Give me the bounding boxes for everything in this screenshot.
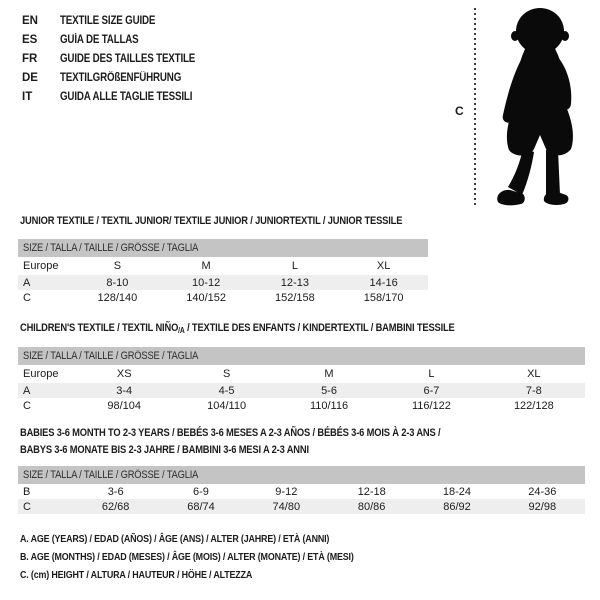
table-row-c [18,499,585,514]
cell-value: 116/122 [411,399,451,412]
row-label: C [23,399,31,412]
table-header-row [18,257,428,275]
language-code: ES [22,33,38,46]
row-label: A [23,276,31,289]
row-label: C [23,500,31,513]
cell-value: 12-13 [280,276,309,289]
cell-value: 110/116 [309,399,349,412]
language-code: IT [22,90,33,103]
cell-value: 122/128 [513,399,554,412]
cell-value: 152/158 [274,291,315,304]
height-measure-label: C [455,104,464,118]
babies-section-title: BABIES 3-6 MONTH TO 2-3 YEARS / BEBÉS 3-6 MESES A 2-3 AÑOS / BÉBÉS 3-6 MOIS À 2-3 ANS / BABYS 3-6 MONATE BIS 2-3 JAHRE / BAMBINI 3-6 MESI A 2-3 ANNI [20,427,441,456]
height-measure-line [474,8,476,208]
cell-value: 62/68 [101,500,130,513]
col-size: XL [376,260,391,272]
junior-section-title: JUNIOR TEXTILE / TEXTIL JUNIOR/ TEXTILE JUNIOR / JUNIORTEXTIL / JUNIOR TESSILE [20,215,403,227]
cell-value: 14-16 [369,276,398,289]
note-c: C. (cm) HEIGHT / ALTURA / HAUTEUR / HÖHE / ALTEZZA [20,569,253,581]
note-a: A. AGE (YEARS) / EDAD (AÑOS) / ÂGE (ANS) / ALTER (JAHRE) / ETÀ (ANNI) [20,533,330,545]
cell-value: 8-10 [106,276,129,289]
table-row-c [18,398,585,413]
region-label: Europe [23,368,59,380]
language-row-it [22,87,219,106]
col-size: L [428,368,435,380]
cell-value: 7-8 [525,384,542,397]
language-row-en [22,11,219,30]
children-size-table [18,347,585,413]
cell-value: 3-6 [107,485,124,498]
cell-value: 12-18 [357,485,386,498]
cell-value: 104/110 [207,399,247,412]
cell-value: 24-36 [528,485,557,498]
language-title: TEXTILE SIZE GUIDE [60,14,156,27]
cell-value: 6-7 [423,384,440,397]
cell-value: 86/92 [443,500,471,513]
cell-value: 18-24 [442,485,472,498]
junior-size-table [18,239,428,305]
row-label: C [23,291,31,304]
language-title: GUÍA DE TALLAS [60,33,139,46]
cell-value: 140/152 [186,291,226,304]
col-size: XL [527,368,541,380]
cell-value: 68/74 [187,500,215,513]
size-band: SIZE / TALLA / TAILLE / GRÖSSE / TAGLIA [18,466,585,484]
size-band: SIZE / TALLA / TAILLE / GRÖSSE / TAGLIA [18,347,585,365]
cell-value: 98/104 [107,399,142,412]
cell-value: 74/80 [272,500,301,513]
col-size: L [291,260,298,272]
baby-silhouette-icon [494,5,592,210]
cell-value: 9-12 [275,485,298,498]
cell-value: 92/98 [528,500,557,513]
cell-value: 3-4 [116,384,133,397]
cell-value: 6-9 [193,485,209,498]
babies-size-table [18,466,585,514]
title-subscript: /A [178,326,185,335]
table-row-a [18,275,428,290]
cell-value: 5-6 [321,384,337,397]
table-header-row [18,365,585,383]
cell-value: 158/170 [363,291,404,304]
language-row-es [22,30,219,49]
cell-value: 80/86 [357,500,386,513]
language-title: GUIDE DES TAILLES TEXTILE [60,52,196,65]
col-size: M [324,368,334,380]
table-row-a [18,383,585,398]
row-label: A [23,384,31,397]
table-row-b [18,484,585,499]
note-b: B. AGE (MONTHS) / EDAD (MESES) / ÂGE (MOIS) / ALTER (MONATE) / ETÀ (MESI) [20,551,354,563]
col-size: M [201,260,211,272]
col-size: XS [116,368,132,380]
region-label: Europe [23,260,59,272]
language-code: DE [22,71,38,84]
children-section-title: CHILDREN'S TEXTILE / TEXTIL $NIÑO_{/A}$ / TEXTILE DES ENFANTS / KINDERTEXTIL / BAMBINI TESSILE [20,322,455,335]
cell-value: 4-5 [218,384,235,397]
language-row-de [22,68,219,87]
legend-notes [20,530,413,584]
col-size: S [113,260,122,272]
cell-value: 128/140 [97,291,138,304]
language-title: GUIDA ALLE TAGLIE TESSILI [60,90,193,103]
language-row-fr [22,49,219,68]
col-size: S [222,368,231,380]
table-row-c [18,290,428,305]
language-list [22,11,219,106]
cell-value: 10-12 [192,276,221,289]
language-code: FR [22,52,38,65]
size-band: SIZE / TALLA / TAILLE / GRÖSSE / TAGLIA [18,239,428,257]
language-title: TEXTILGRÖßENFÜHRUNG [60,71,182,84]
language-code: EN [22,14,38,27]
row-label: B [23,485,31,498]
